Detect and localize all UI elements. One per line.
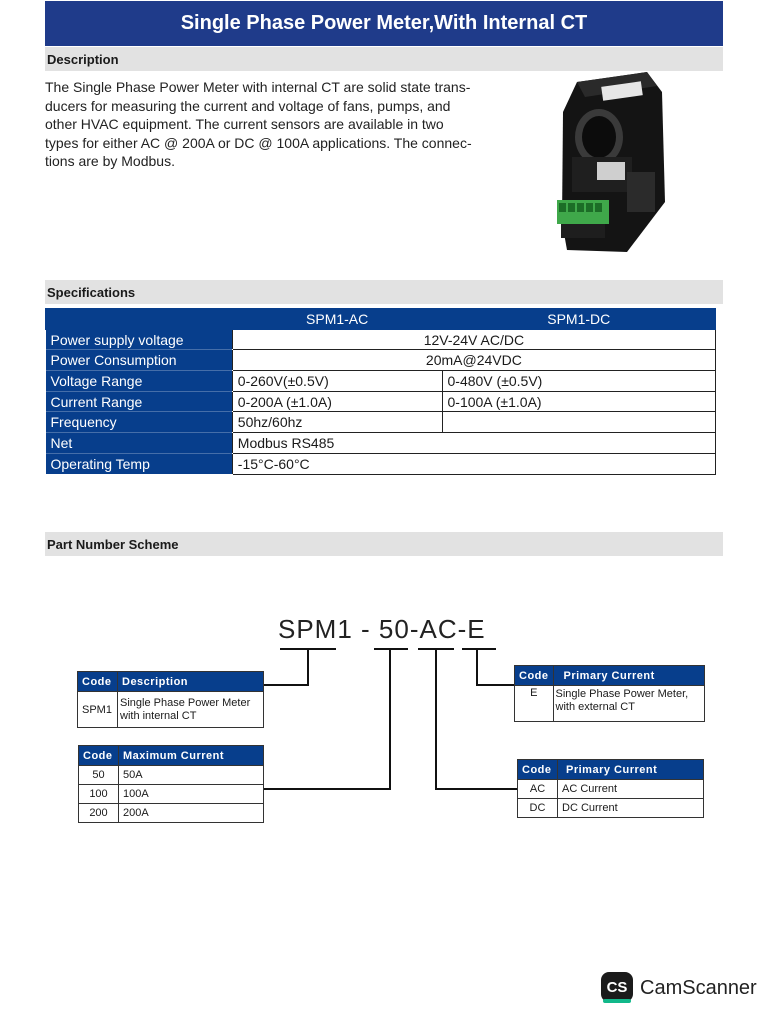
table-header: Primary Current	[558, 760, 704, 780]
code-cell: 200	[79, 804, 119, 823]
connector-50	[389, 648, 391, 790]
value-cell: 50A	[119, 766, 264, 785]
description-cell: with internal CT	[120, 709, 197, 722]
row-value: -15°C-60°C	[232, 453, 715, 474]
row-label: Current Range	[46, 391, 233, 412]
value-cell: 200A	[119, 804, 264, 823]
table-row	[46, 391, 716, 412]
table-header: Description	[118, 672, 264, 692]
header-spm1-dc: SPM1-DC	[442, 309, 716, 330]
camscanner-watermark-text: CamScanner	[640, 977, 757, 999]
code-cell: E	[515, 686, 554, 722]
external-ct-table	[514, 665, 705, 722]
specifications-heading: Specifications	[45, 280, 723, 304]
row-label: Frequency	[46, 412, 233, 433]
description-line: tions are by Modbus.	[45, 153, 175, 169]
row-label: Power supply voltage	[46, 329, 233, 350]
description-code-table	[77, 671, 264, 728]
row-value-dc: 0-480V (±0.5V)	[442, 371, 716, 392]
header-empty-cell	[46, 309, 233, 330]
code-cell: DC	[518, 799, 558, 818]
description-text	[45, 78, 515, 171]
description-cell: with external CT	[555, 701, 635, 713]
table-row	[46, 371, 716, 392]
table-header: Code	[79, 746, 119, 766]
table-row	[46, 329, 716, 350]
row-label: Power Consumption	[46, 350, 233, 371]
value-cell: 100A	[119, 785, 264, 804]
row-label: Operating Temp	[46, 453, 233, 474]
row-value: 12V-24V AC/DC	[232, 329, 715, 350]
value-cell: DC Current	[558, 799, 704, 818]
connector-ac	[435, 788, 517, 790]
code-cell: 100	[79, 785, 119, 804]
connector-ac	[435, 648, 437, 790]
row-value-ac: 0-260V(±0.5V)	[232, 371, 442, 392]
table-header: Code	[78, 672, 118, 692]
description-line: The Single Phase Power Meter with internal CT are solid state trans-	[45, 79, 471, 95]
description-line: other HVAC equipment. The current sensors are available in two	[45, 116, 444, 132]
description-line: types for either AC @ 200A or DC @ 100A applications. The connec-	[45, 134, 472, 151]
part-number-heading: Part Number Scheme	[45, 532, 723, 556]
connector-50	[263, 788, 391, 790]
table-row	[46, 433, 716, 454]
table-row	[46, 453, 716, 474]
row-value-ac: 50hz/60hz	[232, 412, 442, 433]
table-row	[79, 785, 264, 804]
specifications-table	[45, 308, 716, 475]
table-row	[79, 804, 264, 823]
power-meter-product-image	[557, 72, 667, 257]
part-number-code: SPM1 - 50-AC-E	[278, 614, 486, 644]
row-value-dc: 0-100A (±1.0A)	[442, 391, 716, 412]
code-cell: 50	[79, 766, 119, 785]
underline-50	[374, 648, 408, 650]
row-value-dc	[442, 412, 716, 433]
table-header: Code	[518, 760, 558, 780]
page-title: Single Phase Power Meter,With Internal CT	[45, 1, 723, 46]
camscanner-logo-accent	[603, 999, 631, 1003]
connector-spm1	[263, 684, 309, 686]
description-cell: Single Phase Power Meter,	[555, 688, 689, 700]
table-header-row	[46, 309, 716, 330]
description-cell: Single Phase Power Meter	[120, 696, 251, 709]
connector-spm1	[307, 648, 309, 686]
description-heading: Description	[45, 47, 723, 71]
description-line: ducers for measuring the current and voltage of fans, pumps, and	[45, 97, 451, 114]
underline-e	[462, 648, 496, 650]
connector-e	[476, 648, 478, 686]
code-cell: SPM1	[78, 692, 118, 728]
camscanner-logo-icon: CS	[601, 972, 633, 1002]
header-spm1-ac: SPM1-AC	[232, 309, 442, 330]
row-label: Voltage Range	[46, 371, 233, 392]
table-row	[518, 780, 704, 799]
row-value-ac: 0-200A (±1.0A)	[232, 391, 442, 412]
table-row	[46, 350, 716, 371]
value-cell: AC Current	[558, 780, 704, 799]
row-value: 20mA@24VDC	[232, 350, 715, 371]
code-cell: AC	[518, 780, 558, 799]
row-label: Net	[46, 433, 233, 454]
table-header: Code	[515, 666, 554, 686]
table-header: Maximum Current	[119, 746, 264, 766]
table-row	[518, 799, 704, 818]
table-row	[79, 766, 264, 785]
primary-current-table	[517, 759, 704, 818]
table-header: Primary Current	[553, 666, 705, 686]
connector-e	[476, 684, 514, 686]
table-row	[46, 412, 716, 433]
maximum-current-table	[78, 745, 264, 823]
row-value: Modbus RS485	[232, 433, 715, 454]
